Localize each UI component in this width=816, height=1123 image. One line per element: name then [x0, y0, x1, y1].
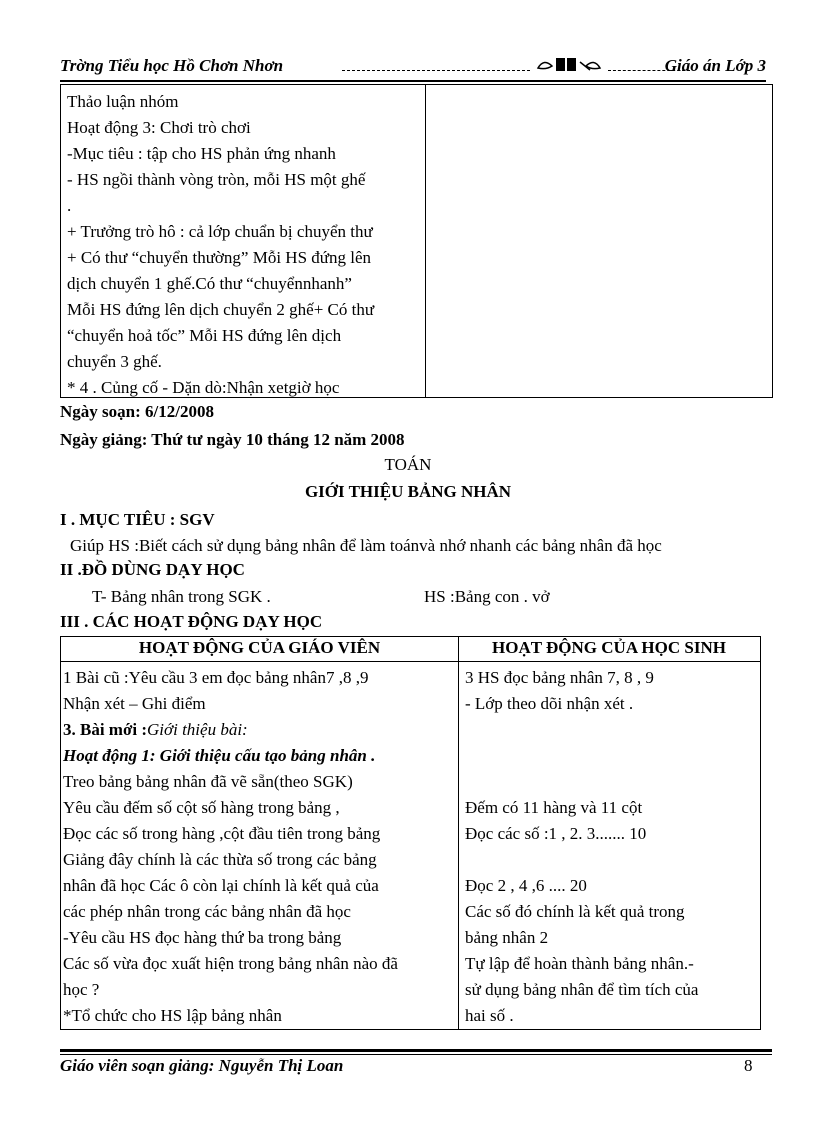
teacher-activity-cell	[67, 89, 419, 401]
text-line: Nhận xét – Ghi điểm	[63, 694, 206, 713]
text-line: 1 Bài cũ :Yêu cầu 3 em đọc bảng nhân7 ,8 ,9	[63, 668, 369, 687]
text-line: Đọc các số trong hàng ,cột đầu tiên trong bảng	[63, 824, 381, 843]
text-line: + Trưởng trò hô : cả lớp chuẩn bị chuyển thư	[67, 222, 373, 241]
text-line: hai số .	[465, 1006, 514, 1025]
text-line: Đọc 2 , 4 ,6 .... 20	[465, 876, 587, 895]
book-ornament-icon	[534, 54, 604, 76]
text-line: Thảo luận nhóm	[67, 92, 179, 111]
footer-rule-thin	[60, 1054, 772, 1055]
header-dash-left	[342, 70, 530, 71]
text-line: - Lớp theo dõi nhận xét .	[465, 694, 634, 713]
text-line: .	[67, 196, 72, 215]
text-line: + Có thư “chuyển thường” Mỗi HS đứng lên	[67, 248, 372, 267]
footer-rule-thick	[60, 1049, 772, 1052]
student-column-header: HOẠT ĐỘNG CỦA HỌC SINH	[492, 638, 726, 657]
text-line: dịch chuyển 1 ghế.Có thư “chuyểnnhanh”	[67, 274, 352, 293]
text-line: 3 HS đọc bảng nhân 7, 8 , 9	[465, 668, 654, 687]
column-divider	[425, 85, 426, 397]
new-lesson-label: 3. Bài mới :	[63, 720, 148, 739]
text-line: nhân đã học Các ô còn lại chính là kết quả của	[63, 876, 379, 895]
activity-table-continued	[60, 84, 773, 398]
text-line	[63, 717, 453, 743]
text-line: Hoạt động 3: Chơi trò chơi	[67, 118, 251, 137]
text-line: - HS ngồi thành vòng tròn, mỗi HS một ghế	[67, 170, 366, 189]
teaching-date: Ngày giảng: Thứ tư ngày 10 tháng 12 năm 2008	[60, 430, 405, 449]
text-line: -Mục tiêu : tập cho HS phản ứng nhanh	[67, 144, 336, 163]
activities-table	[60, 636, 761, 1030]
footer-teacher: Giáo viên soạn giảng: Nguyễn Thị Loan	[60, 1056, 344, 1075]
teacher-activities	[63, 665, 453, 1029]
text-line	[465, 769, 755, 795]
subject-title: TOÁN	[384, 455, 432, 474]
text-line: các phép nhân trong các bảng nhân đã học	[63, 902, 351, 921]
text-line: Đọc các số :1 , 2. 3....... 10	[465, 824, 647, 843]
text-line: Mỗi HS đứng lên dịch chuyển 2 ghế+ Có thư	[67, 300, 375, 319]
text-line: Tự lập để hoàn thành bảng nhân.-	[465, 954, 694, 973]
text-line: học ?	[63, 980, 100, 999]
text-line: *Tổ chức cho HS lập bảng nhân	[63, 1006, 282, 1025]
text-line: sử dụng bảng nhân để tìm tích của	[465, 980, 699, 999]
teacher-column-header: HOẠT ĐỘNG CỦA GIÁO VIÊN	[138, 638, 381, 657]
text-line	[465, 717, 755, 743]
text-line: chuyển 3 ghế.	[67, 352, 162, 371]
materials-heading: II .ĐỒ DÙNG DẠY HỌC	[60, 560, 245, 579]
text-line	[465, 743, 755, 769]
objectives-heading: I . MỤC TIÊU : SGV	[60, 510, 215, 529]
text-line: “chuyển hoả tốc” Mỗi HS đứng lên dịch	[67, 326, 342, 345]
materials-teacher: T- Bảng nhân trong SGK .	[92, 587, 271, 606]
text-line: Các số vừa đọc xuất hiện trong bảng nhân nào đã	[63, 954, 398, 973]
activity-1-heading: Hoạt động 1: Giới thiệu cấu tạo bảng nhân .	[63, 746, 376, 765]
text-line: Đếm có 11 hàng và 11 cột	[465, 798, 643, 817]
objectives-text: Giúp HS :Biết cách sử dụng bảng nhân để làm toánvà nhớ nhanh các bảng nhân đã học	[70, 536, 662, 555]
column-divider	[458, 637, 459, 1029]
text-line	[465, 847, 755, 873]
text-line: -Yêu cầu HS đọc hàng thứ ba trong bảng	[63, 928, 342, 947]
activities-heading: III . CÁC HOẠT ĐỘNG DẠY HỌC	[60, 612, 323, 631]
text-line: Treo bảng bảng nhân đã vẽ sẵn(theo SGK)	[63, 772, 353, 791]
text-line: Các số đó chính là kết quả trong	[465, 902, 685, 921]
lesson-title: GIỚI THIỆU BẢNG NHÂN	[304, 482, 512, 501]
materials-student: HS :Bảng con . vở	[424, 587, 550, 606]
school-name: Trờng Tiểu học Hồ Chơn Nhơn	[60, 56, 284, 75]
page-number: 8	[744, 1056, 753, 1075]
page-header	[60, 54, 766, 80]
text-line: Giảng đây chính là các thừa số trong các bảng	[63, 850, 377, 869]
student-activities	[465, 665, 755, 1029]
header-rule	[60, 80, 766, 82]
introduction-label: Giới thiệu bài:	[147, 720, 248, 739]
text-line: Yêu cầu đếm số cột số hàng trong bảng ,	[63, 798, 340, 817]
subject-class: Giáo án Lớp 3	[664, 56, 766, 75]
header-divider	[61, 661, 760, 662]
preparation-date: Ngày soạn: 6/12/2008	[60, 402, 214, 421]
text-line: * 4 . Củng cố - Dặn dò:Nhận xetgiờ học	[67, 378, 340, 397]
text-line: bảng nhân 2	[465, 928, 549, 947]
